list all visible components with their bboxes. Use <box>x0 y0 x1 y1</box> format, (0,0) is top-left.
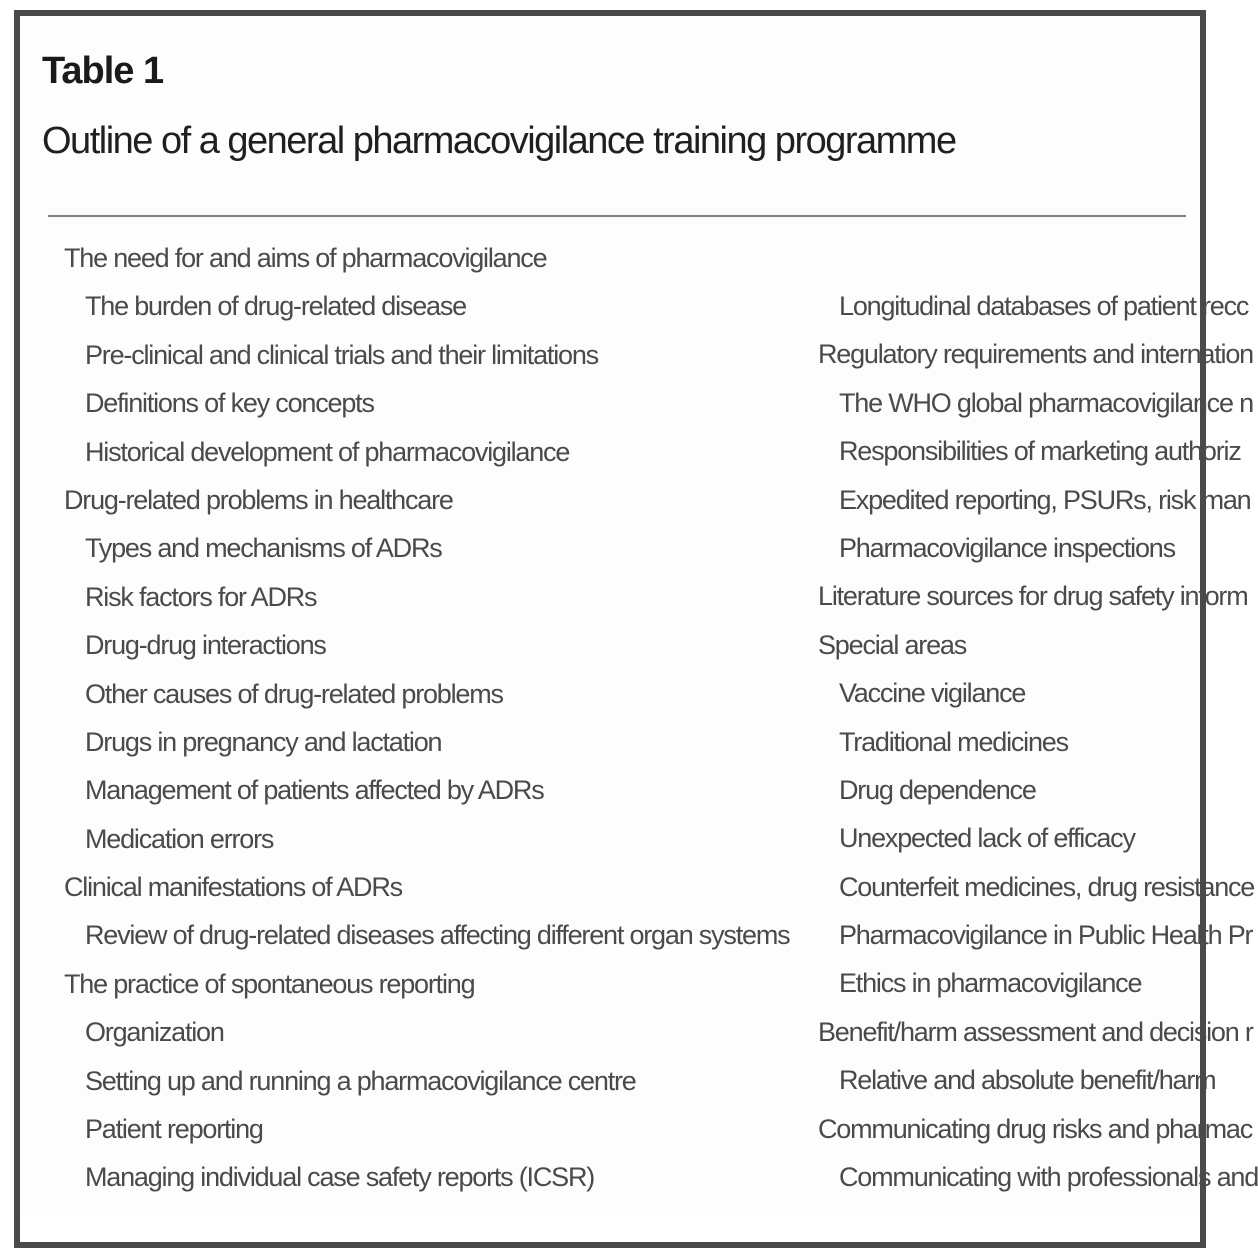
left-column <box>64 234 804 1202</box>
outline-subtopic: Drugs in pregnancy and lactation <box>85 726 442 757</box>
outline-subtopic: Ethics in pharmacovigilance <box>839 968 1142 999</box>
outline-topic: The need for and aims of pharmacovigilance <box>64 243 547 273</box>
outline-subtopic: Unexpected lack of efficacy <box>839 823 1135 854</box>
outline-topic: Drug-related problems in healthcare <box>64 484 453 515</box>
outline-subtopic: Definitions of key concepts <box>85 388 374 419</box>
outline-subtopic: Organization <box>85 1017 224 1048</box>
table-label: Table 1 <box>42 50 164 92</box>
outline-subtopic: Drug-drug interactions <box>85 630 326 661</box>
outline-subtopic: Vaccine vigilance <box>839 678 1026 709</box>
outline-topic: Regulatory requirements and internation <box>818 339 1253 370</box>
outline-subtopic: Expedited reporting, PSURs, risk man <box>839 484 1251 515</box>
outline-subtopic: Drug dependence <box>839 774 1036 805</box>
outline-subtopic: Communicating with professionals and <box>839 1162 1258 1193</box>
outline-topic: Communicating drug risks and pharmac <box>818 1113 1253 1144</box>
outline-topic: The practice of spontaneous reporting <box>64 968 475 999</box>
outline-topic: Benefit/harm assessment and decision r <box>818 1016 1253 1047</box>
outline-subtopic: Pre-clinical and clinical trials and their limitations <box>85 339 598 370</box>
outline-subtopic: Responsibilities of marketing authoriz <box>839 436 1241 467</box>
outline-subtopic: Setting up and running a pharmacovigilance centre <box>85 1065 636 1096</box>
outline-topic: Special areas <box>818 629 966 660</box>
table-frame <box>14 10 1258 1248</box>
outline-subtopic: Longitudinal databases of patient recc <box>839 291 1249 321</box>
outline-subtopic: Patient reporting <box>85 1114 263 1145</box>
table-caption: Outline of a general pharmacovigilance training programme <box>42 120 956 162</box>
outline-subtopic: Other causes of drug-related problems <box>85 678 503 709</box>
header-rule <box>48 215 1186 217</box>
outline-subtopic: Traditional medicines <box>839 726 1068 757</box>
outline-subtopic: Types and mechanisms of ADRs <box>85 533 442 564</box>
outline-subtopic: Pharmacovigilance in Public Health Pr <box>839 920 1253 951</box>
bottom-cutoff <box>20 1214 1200 1242</box>
outline-subtopic: Risk factors for ADRs <box>85 581 317 612</box>
outline-subtopic: Management of patients affected by ADRs <box>85 775 544 806</box>
outline-subtopic: The burden of drug-related disease <box>85 291 466 322</box>
outline-subtopic: Historical development of pharmacovigilance <box>85 436 570 467</box>
outline-subtopic: Relative and absolute benefit/harm <box>839 1065 1216 1096</box>
outline-subtopic: Medication errors <box>85 823 274 854</box>
outline-topic: Clinical manifestations of ADRs <box>64 872 402 903</box>
right-column <box>818 282 1258 1201</box>
outline-subtopic: Pharmacovigilance inspections <box>839 532 1175 563</box>
outline-subtopic: Managing individual case safety reports (ICSR) <box>85 1162 595 1193</box>
outline-subtopic: Review of drug-related diseases affecting different organ systems <box>85 920 790 951</box>
outline-subtopic: Counterfeit medicines, drug resistance <box>839 871 1255 902</box>
outline-topic: Literature sources for drug safety inform <box>818 581 1248 612</box>
outline-subtopic: The WHO global pharmacovigilance n <box>839 387 1253 418</box>
